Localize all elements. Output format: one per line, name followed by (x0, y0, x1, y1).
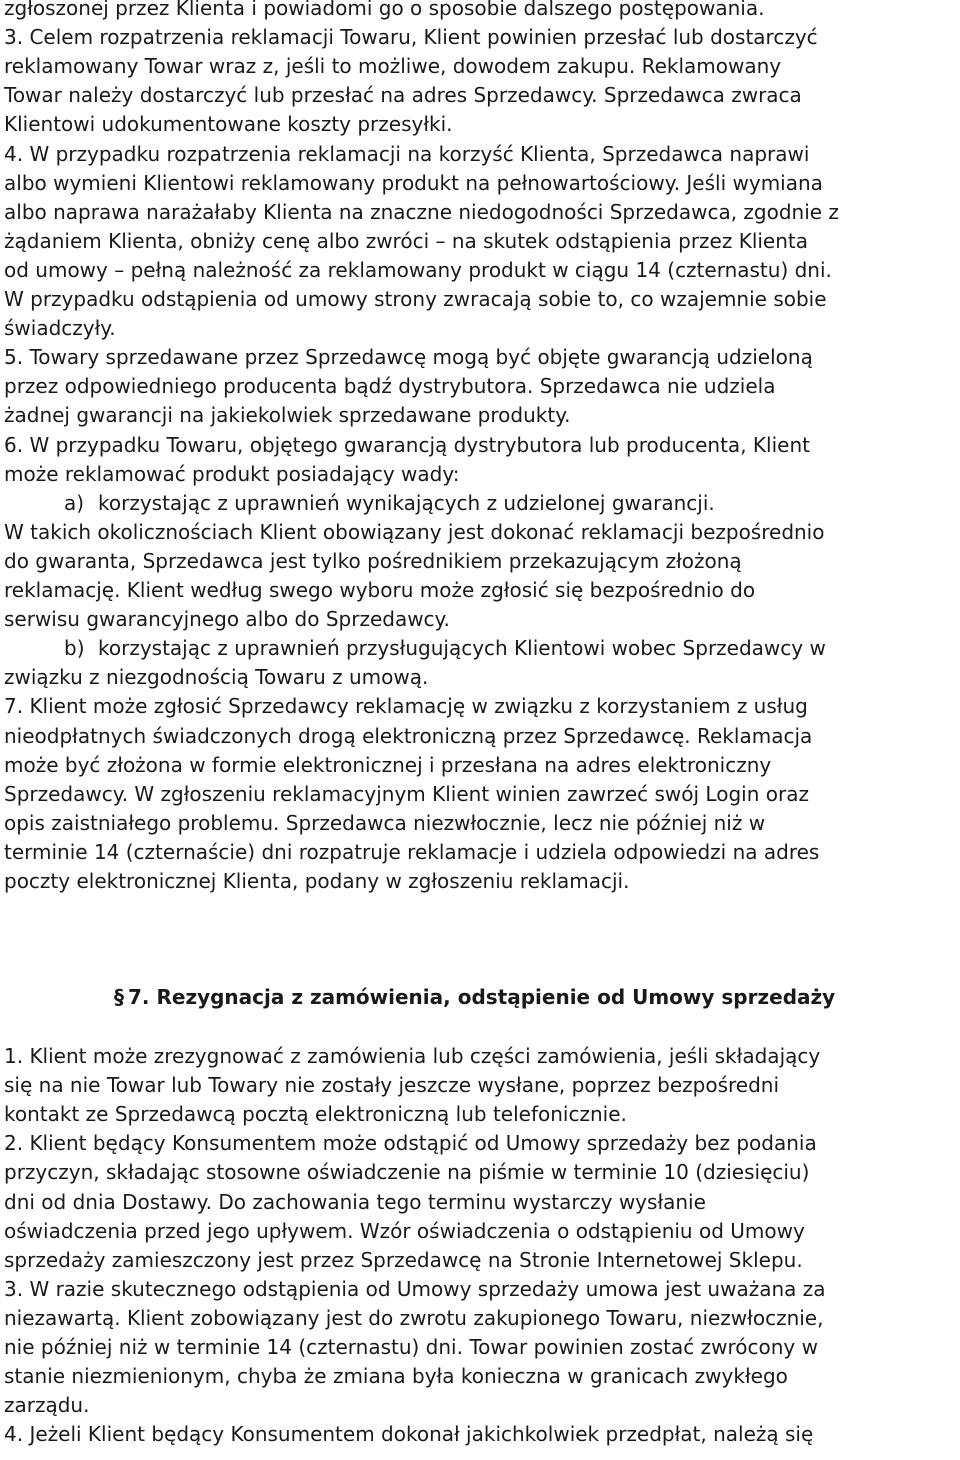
text-line: zgłoszonej przez Klienta i powiadomi go o sposobie dalszego postępowania. (4, 0, 765, 20)
text-line: nieodpłatnych świadczonych drogą elektroniczną przez Sprzedawcę. Reklamacja (4, 723, 813, 748)
text-line: albo wymieni Klientowi reklamowany produkt na pełnowartościowy. Jeśli wymiana (4, 170, 823, 195)
text-line: reklamację. Klient według swego wyboru może zgłosić się bezpośrednio do (4, 578, 756, 602)
section-heading (114, 983, 835, 1011)
text-line: dni od dnia Dostawy. Do zachowania tego terminu wystarczy wysłanie (4, 1189, 706, 1214)
text-line: może być złożona w formie elektronicznej i przesłana na adres elektroniczny (4, 752, 772, 777)
text-line: przyczyn, składając stosowne oświadczenie na piśmie w terminie 10 (dziesięciu) (4, 1160, 810, 1185)
section-symbol: § (114, 985, 124, 1009)
text-line: opis zaistniałego problemu. Sprzedawca niezwłocznie, lecz nie później niż w (4, 810, 766, 835)
text-line: 5. Towary sprzedawane przez Sprzedawcę mogą być objęte gwarancją udzieloną (4, 345, 813, 370)
text-line: 4. Jeżeli Klient będący Konsumentem dokonał jakichkolwiek przedpłat, należą się (4, 1422, 814, 1447)
text-line: 2. Klient będący Konsumentem może odstąpić od Umowy sprzedaży bez podania (4, 1131, 817, 1156)
text-line: poczty elektronicznej Klienta, podany w zgłoszeniu reklamacji. (4, 869, 630, 893)
text-line: się na nie Towar lub Towary nie zostały jeszcze wysłane, poprzez bezpośredni (4, 1073, 780, 1098)
text-line: świadczyły. (4, 316, 116, 341)
text-line: zarządu. (4, 1393, 90, 1418)
text-line: W przypadku odstąpienia od umowy strony zwracają sobie to, co wzajemnie sobie (4, 287, 827, 311)
list-item-b-text: korzystając z uprawnień przysługujących Klientowi wobec Sprzedawcy w (98, 636, 826, 661)
text-line: 4. W przypadku rozpatrzenia reklamacji na korzyść Klienta, Sprzedawca naprawi (4, 141, 810, 166)
text-line: serwisu gwarancyjnego albo do Sprzedawcy. (4, 607, 450, 632)
text-line: W takich okolicznościach Klient obowiązany jest dokonać reklamacji bezpośrednio (4, 519, 825, 544)
text-line: żądaniem Klienta, obniży cenę albo zwróci – na skutek odstąpienia przez Klienta (4, 228, 809, 253)
list-marker-a: a) (64, 490, 85, 515)
text-line: terminie 14 (czternaście) dni rozpatruje reklamacje i udziela odpowiedzi na adres (4, 839, 820, 864)
text-line: kontakt ze Sprzedawcą pocztą elektroniczną lub telefonicznie. (4, 1102, 627, 1127)
text-line: reklamowany Towar wraz z, jeśli to możliwe, dowodem zakupu. Reklamowany (4, 54, 782, 79)
text-line: od umowy – pełną należność za reklamowany produkt w ciągu 14 (czternastu) dni. (4, 257, 832, 282)
list-item-a-text: korzystając z uprawnień wynikających z udzielonej gwarancji. (98, 490, 715, 515)
text-line: przez odpowiedniego producenta bądź dystrybutora. Sprzedawca nie udziela (4, 374, 776, 399)
text-line: nie później niż w terminie 14 (czternastu) dni. Towar powinien zostać zwrócony w (4, 1335, 818, 1359)
text-line: 3. Celem rozpatrzenia reklamacji Towaru, Klient powinien przesłać lub dostarczyć (4, 25, 818, 50)
text-line: do gwaranta, Sprzedawca jest tylko pośrednikiem przekazującym złożoną (4, 548, 742, 573)
text-line: 6. W przypadku Towaru, objętego gwarancją dystrybutora lub producenta, Klient (4, 432, 810, 457)
text-line: stanie niezmienionym, chyba że zmiana była konieczna w granicach zwykłego (4, 1364, 788, 1389)
text-line: 3. W razie skutecznego odstąpienia od Umowy sprzedaży umowa jest uważana za (4, 1276, 826, 1301)
text-line: sprzedaży zamieszczony jest przez Sprzedawcę na Stronie Internetowej Sklepu. (4, 1247, 803, 1272)
text-line: 7. Klient może zgłosić Sprzedawcy reklamację w związku z korzystaniem z usług (4, 694, 808, 719)
text-line: może reklamować produkt posiadający wady: (4, 461, 460, 486)
text-line: 1. Klient może zrezygnować z zamówienia lub części zamówienia, jeśli składający (4, 1044, 821, 1068)
list-marker-b: b) (64, 636, 85, 661)
text-line: Sprzedawcy. W zgłoszeniu reklamacyjnym Klient winien zawrzeć swój Login oraz (4, 781, 809, 806)
text-line: niezawartą. Klient zobowiązany jest do zwrotu zakupionego Towaru, niezwłocznie, (4, 1305, 824, 1330)
text-line: Klientowi udokumentowane koszty przesyłki. (4, 112, 453, 137)
text-line: żadnej gwarancji na jakiekolwiek sprzedawane produkty. (4, 403, 571, 428)
text-line: oświadczenia przed jego upływem. Wzór oświadczenia o odstąpieniu od Umowy (4, 1218, 805, 1243)
text-line: albo naprawa narażałaby Klienta na znaczne niedogodności Sprzedawca, zgodnie z (4, 199, 839, 224)
text-line: związku z niezgodnością Towaru z umową. (4, 665, 429, 690)
section-title: 7. Rezygnacja z zamówienia, odstąpienie od Umowy sprzedaży (128, 985, 836, 1009)
text-line: Towar należy dostarczyć lub przesłać na adres Sprzedawcy. Sprzedawca zwraca (4, 83, 802, 108)
